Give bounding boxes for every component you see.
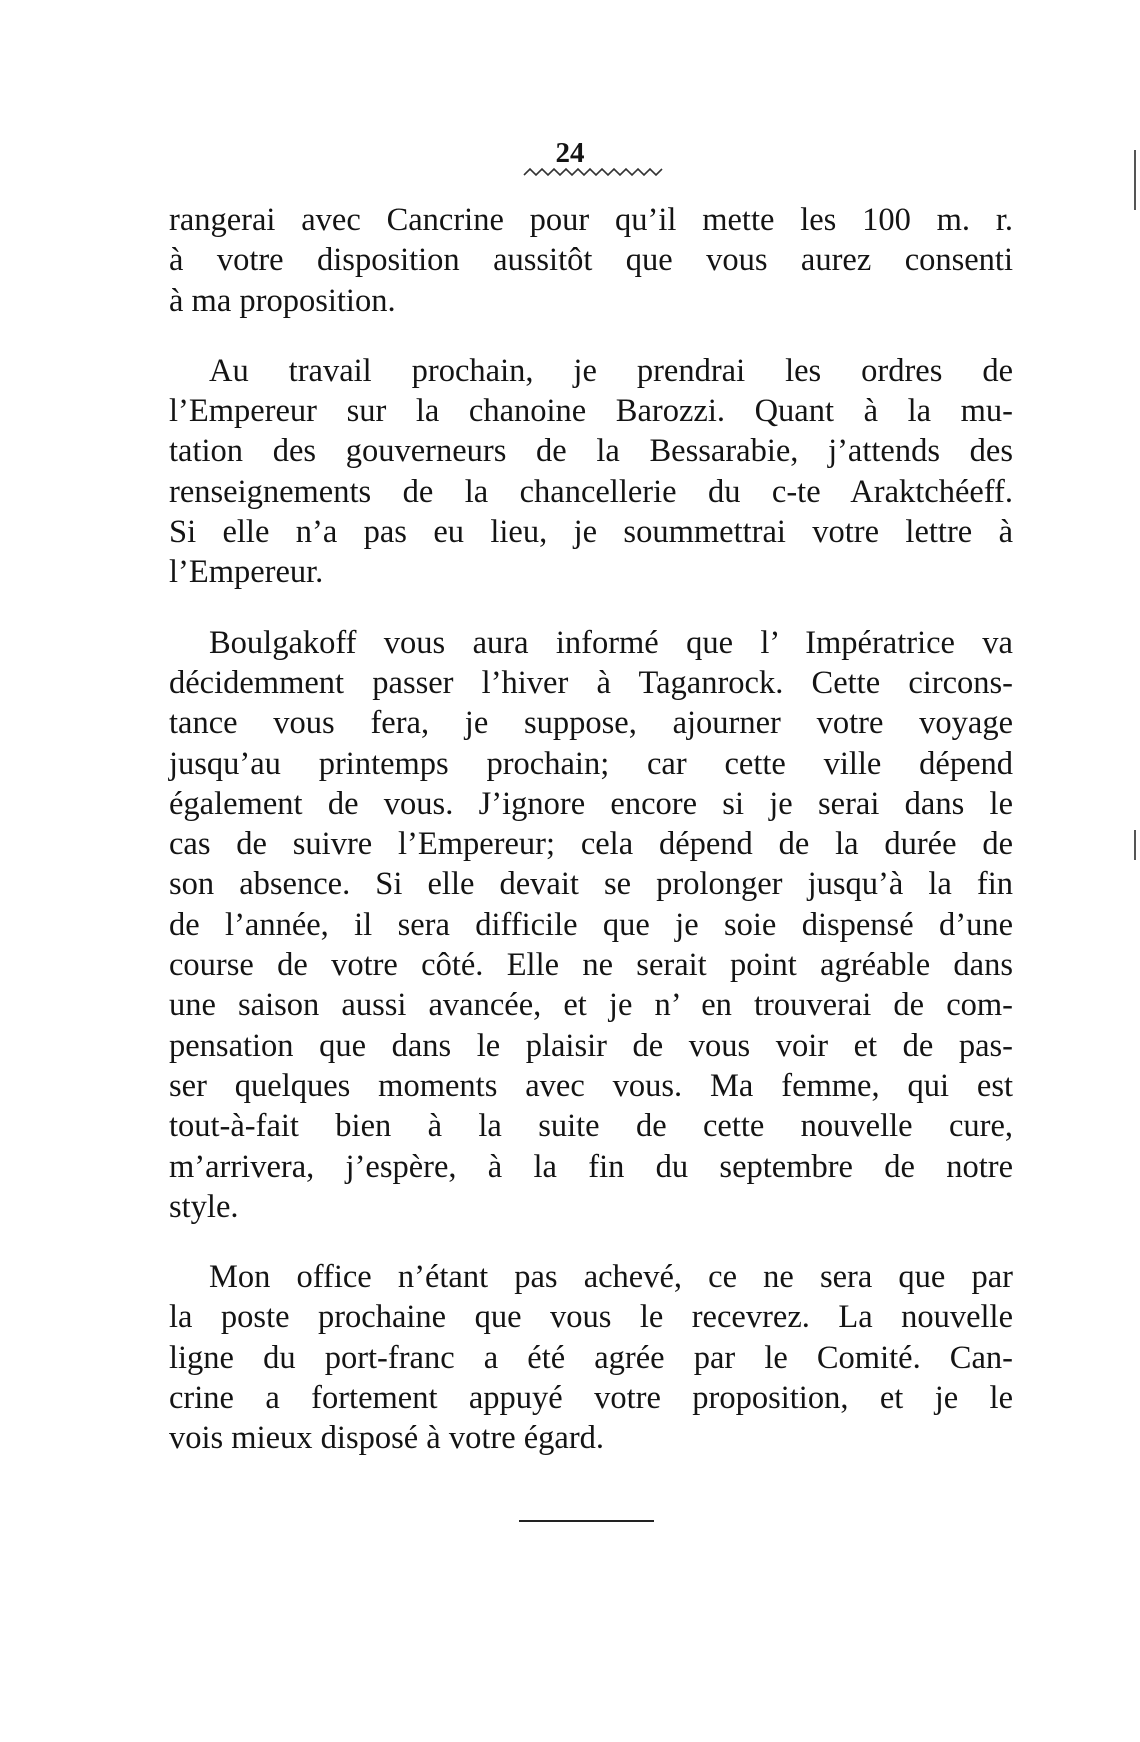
page-number: 24 bbox=[555, 137, 585, 169]
text-line: style. bbox=[169, 1188, 239, 1225]
text-line: une saison aussi avancée, et je n’ en trouverai de com- bbox=[169, 987, 1013, 1024]
text-line: crine a fortement appuyé votre proposition, et je le bbox=[169, 1380, 1013, 1417]
text-line: pensation que dans le plaisir de vous voir et de pas- bbox=[169, 1027, 1013, 1064]
body-text bbox=[169, 200, 1013, 1459]
text-line: tance vous fera, je suppose, ajourner votre voyage bbox=[169, 705, 1013, 742]
text-line: course de votre côté. Elle ne serait point agréable dans bbox=[169, 947, 1013, 984]
closing-rule bbox=[519, 1520, 654, 1522]
paragraph-gap bbox=[169, 321, 1013, 351]
text-line: Si elle n’a pas eu lieu, je soummettrai votre lettre à bbox=[169, 514, 1013, 551]
text-line: Au travail prochain, je prendrai les ordres de bbox=[209, 352, 1013, 389]
text-line: renseignements de la chancellerie du c-te Araktchéeff. bbox=[169, 473, 1013, 510]
text-line: Mon office n’étant pas achevé, ce ne sera que par bbox=[209, 1259, 1013, 1296]
margin-mark bbox=[1134, 150, 1136, 210]
text-line: également de vous. J’ignore encore si je serai dans le bbox=[169, 785, 1013, 822]
paragraph-3 bbox=[169, 623, 1013, 1227]
text-line: Boulgakoff vous aura informé que l’ Impératrice va bbox=[209, 624, 1013, 661]
paragraph-gap bbox=[169, 1227, 1013, 1257]
paragraph-4 bbox=[169, 1257, 1013, 1458]
text-line: de l’année, il sera difficile que je soie dispensé d’une bbox=[169, 906, 1013, 943]
text-line: ligne du port-franc a été agrée par le Comité. Can- bbox=[169, 1339, 1013, 1376]
text-line: tout-à-fait bien à la suite de cette nouvelle cure, bbox=[169, 1108, 1013, 1145]
text-line: décidemment passer l’hiver à Taganrock. Cette circons- bbox=[169, 664, 1013, 701]
text-line: ser quelques moments avec vous. Ma femme, qui est bbox=[169, 1067, 1013, 1104]
paragraph-gap bbox=[169, 593, 1013, 623]
paragraph-1 bbox=[169, 200, 1013, 321]
text-line: rangerai avec Cancrine pour qu’il mette les 100 m. r. bbox=[169, 202, 1013, 238]
text-line: tation des gouverneurs de la Bessarabie, j’attends des bbox=[169, 433, 1013, 470]
text-line: l’Empereur sur la chanoine Barozzi. Quant à la mu- bbox=[169, 393, 1013, 430]
paragraph-2 bbox=[169, 351, 1013, 593]
text-line: cas de suivre l’Empereur; cela dépend de la durée de bbox=[169, 826, 1013, 863]
header-ornament bbox=[522, 166, 664, 178]
text-line: l’Empereur. bbox=[169, 554, 324, 591]
text-line: vois mieux disposé à votre égard. bbox=[169, 1420, 605, 1457]
text-line: jusqu’au printemps prochain; car cette ville dépend bbox=[169, 745, 1013, 782]
text-line: à ma proposition. bbox=[169, 282, 396, 319]
text-line: son absence. Si elle devait se prolonger jusqu’à la fin bbox=[169, 866, 1013, 903]
text-line: la poste prochaine que vous le recevrez. La nouvelle bbox=[169, 1299, 1013, 1336]
margin-mark bbox=[1134, 830, 1136, 860]
text-line: m’arrivera, j’espère, à la fin du septembre de notre bbox=[169, 1148, 1013, 1185]
text-line: à votre disposition aussitôt que vous aurez consenti bbox=[169, 242, 1013, 279]
